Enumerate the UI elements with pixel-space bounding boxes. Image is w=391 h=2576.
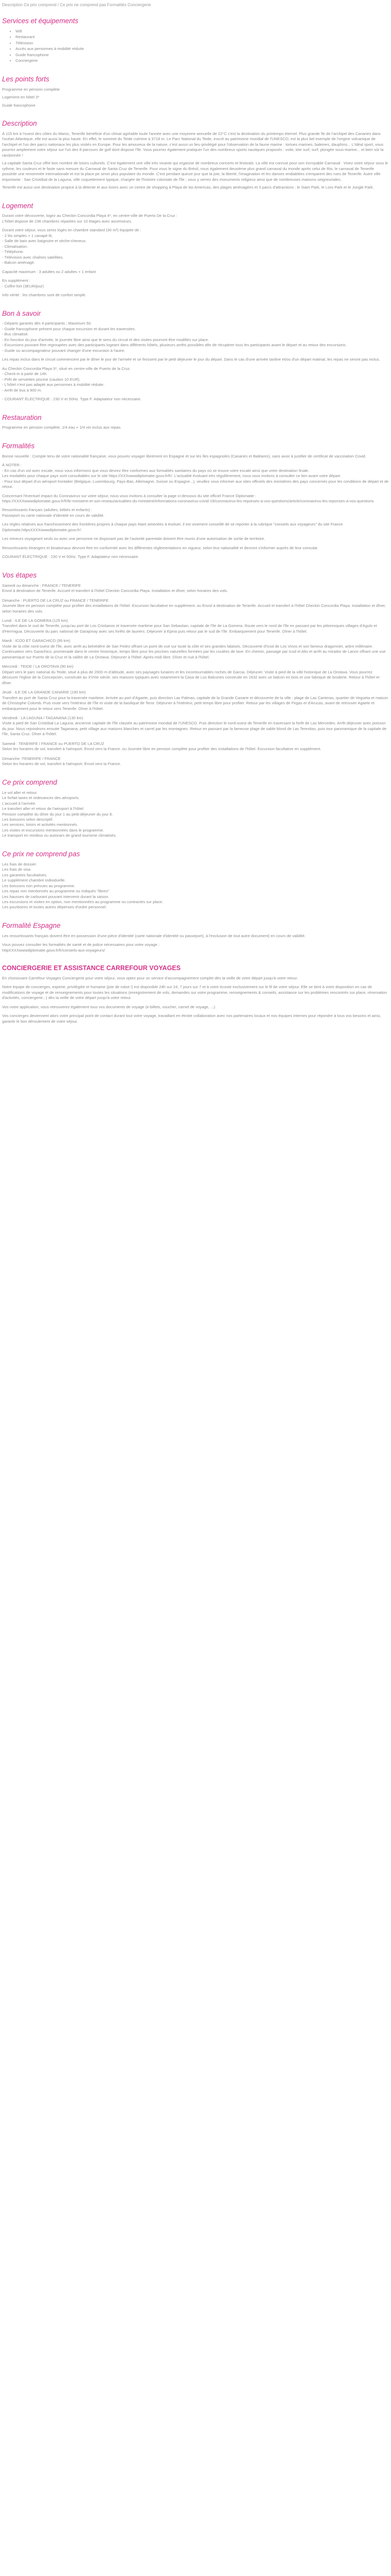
itinerary-day bbox=[2, 741, 389, 752]
text-line: Les services, loisirs et activités mentionnés. bbox=[2, 822, 78, 827]
text-line: Pension complète du dîner du jour 1 au petit-déjeuner du jour 8. bbox=[2, 811, 113, 817]
prix-comprend-title: Ce prix comprend bbox=[2, 778, 57, 786]
text-line: Les règles relatives aux franchissement des frontières propres à chaque pays étant amenées à évoluer, il est vivement conseillé de se reporter à la rubrique "conseils aux voyageurs" du site France Diplomatie,httpsXXXXwwwdiplomatie.gouv.fr/. bbox=[2, 522, 343, 532]
spacer bbox=[2, 363, 389, 366]
itinerary-day-text: Selon les horaires de vol, transfert à l'aéroport. Envol vers la France. bbox=[2, 761, 121, 767]
spacer bbox=[2, 939, 389, 942]
text-line: Passeport ou carte nationale d'identité en cours de validité. bbox=[2, 513, 105, 518]
conciergerie-title: CONCIERGERIE ET ASSISTANCE CARREFOUR VOYAGES bbox=[2, 964, 181, 972]
bon-savoir-section bbox=[2, 310, 389, 402]
text-line: À NOTER : bbox=[2, 463, 22, 468]
itinerary-day-heading: Dimanche : PUERTO DE LA CRUZ ou FRANCE / TENERIFE bbox=[2, 598, 109, 603]
text-line: - Balcon aménagé. bbox=[2, 260, 35, 265]
service-item: • Accès aux personnes à mobilité réduite bbox=[15, 46, 389, 52]
itinerary-day bbox=[2, 716, 389, 737]
description-paragraphs bbox=[2, 131, 389, 191]
text-line: https://XXXXwwwdiplomatie.gouv.fr/fr/le-ministere-et-son-reseau/actualites-du-ministere/informations-coronavirus-covid-19/coronavirus-les-reponses-a-vos-questions/article/coronavirus-les-reponses-a-vos-questions bbox=[2, 499, 374, 503]
text-line: - Départs garantis dès 4 participants ; Maximum 50. bbox=[2, 321, 92, 326]
text-line: - Arrêt de bus à 900 m. bbox=[2, 387, 42, 393]
text-line: Les ressortissants français doivent être en possession d'une pièce d'identité (carte nationale d'identité ou passeport), à l'exclusion de tout autre document) en cours de validité. bbox=[2, 933, 306, 938]
text-line: Ressortissants étrangers et binationaux devront être en conformité avec les différentes réglementations en vigueur, selon leur nationalité et devront s'informer auprès de leur consulat. bbox=[2, 545, 318, 550]
restauration-title: Restauration bbox=[2, 413, 42, 421]
itinerary-day-heading: Vendredi : LA LAGUNA / TAGANANA (130 km) bbox=[2, 716, 84, 720]
text-line: Le transport en minibus ou autocars de grand tourisme climatisés. bbox=[2, 833, 117, 838]
text-line: Bonne nouvelle : Compte tenu de votre nationalité française, vous pouvez voyager librement en Espagne et sur les îles espagnoles (Canaries et Baléares), sans avoir à justifier de certificat de vaccination Covid. bbox=[2, 453, 366, 459]
services-title: Services et équipements bbox=[2, 17, 78, 25]
etapes-days bbox=[2, 583, 389, 767]
text-line: Au Checkin Concordia Playa 3*, situé en centre-ville de Puerto de la Cruz. bbox=[2, 366, 131, 371]
text-line: Les boissons selon descriptif. bbox=[2, 817, 54, 822]
bon-savoir-title: Bon à savoir bbox=[2, 309, 41, 317]
etapes-section bbox=[2, 571, 389, 767]
text-line: Le transfert aller et retour de l'aéroport à l'hôtel. bbox=[2, 806, 85, 811]
itinerary-day-text: Transfert au port de Santa Cruz pour la traversée maritime. Arrivée au port d'Agaete, puis direction Las Palmas, capitale de la Grande Canarie et découverte de la ville : plage de Las Canteras, quartier de Vegueta et maison de Christophe Colomb. Puis route vers l'intérieur de l'île et visite de la basilique de Teror. Déjeuner à l'intérieur, petit temps libre pour profiter. Retour par les villages de Firgas et d'Arucas, avant de retrouver Agaete et embarquement pour le retour vers Tenerife. Dîner à l'hôtel. bbox=[2, 695, 388, 711]
paragraph: Logement en hôtel 3* bbox=[2, 95, 40, 100]
formalites-title: Formalités bbox=[2, 442, 35, 450]
formalites-lines bbox=[2, 454, 389, 560]
itinerary-day-text: Visite à pied de San Cristóbal La Laguna, ancienne capitale de l'île classée au patrimoine mondial de l'UNESCO. Puis direction le nord-ouest de Tenerife en traversant la forêt de Las Mercedes. Arrêt déjeuner avec poisson du jour. Nous rejoindrons ensuite Taganana, petit village aux maisons blanches et carrel par les montagnes. Retour en passant par la fameuse plage de sable blond de Las Teresitas, puis tour panoramique de la capitale de l'île, Santa Cruz. Dîner à l'hôtel. bbox=[2, 721, 387, 737]
conciergerie-section bbox=[2, 964, 389, 1024]
spacer bbox=[2, 1001, 389, 1005]
paragraph: La capitale Santa Cruz offre bon nombre de loisirs culturels. C'est également une ville très vivante qui organise de nombreux concerts et festivals. La ville est connue pour son incroyable Carnaval : Vivez votre séjour sous le rythme, les couleurs et le faste sans mesure du Carnaval de Santa Cruz de Tenerife. Pour vous le signe du Brésil, nous également deuxième plus grand carnaval du monde après celui de Rio, le carnaval de Tenerife possède une renommée internationale et est la place pe sinon plus populaire du monde. C'est pendant quinze jour que la joie, la liberté, l'imagination et les danses endiablées s'emparent des rues de Tenerife. Autre ville importante : San Cristóbal de la Laguna, ville coquettement typique, chargée de l'histoire coloniale de l'île ; vous y verrez des monuments religieux ainsi que de nombreuses maisons seigneuriales. bbox=[2, 161, 388, 182]
text-line: httpXXXXwwwdiplomatie.gouv.fr/fr/conseils-aux-voyageurs/ bbox=[2, 947, 105, 953]
itinerary-day-text: Selon les horaires de vol, transfert à l'aéroport. Envol vers la France. ou Journée libre en pension complète pour profiter des installations de l'hôtel. Excursion facultative en supplément. bbox=[2, 747, 321, 752]
text-line: - Salle de bain avec baignoire et sèche-cheveux. bbox=[2, 239, 87, 244]
text-line: - 2 lits simples + 1 canapé-lit, bbox=[2, 233, 53, 238]
spacer bbox=[2, 504, 389, 507]
itinerary-day-text: Visite de la côte nord-ouest de l'île, avec arrêt au belvédère de San Pedro offrant un point de vue sur toute la côte et ses grandes falaises. Découverte d'Icod de Los Vinos et son fameux dragonnier, arbre millénaire. Continuation vers Garachico, promenade dans le centre historique, temps libre pour les piscines naturelles formées par les coulées de lave. En chemin, passage par Icod el Alto et arrêt au mirador de Lance offrant une vue panoramique sur Puerto de la Cruz et la vallée de La Orotava. Déjeuner à l'hôtel. Après-midi libre. Dîner et nuit à l'hôtel. bbox=[2, 643, 386, 659]
spacer bbox=[2, 353, 389, 357]
service-item: • Wifi bbox=[15, 29, 389, 34]
text-line: Les garanties facultatives. bbox=[2, 872, 47, 877]
itinerary-day-heading: Mercredi : TEIDE / LA OROTAVA (90 km) bbox=[2, 664, 74, 669]
spacer bbox=[2, 289, 389, 293]
itinerary-day-heading: Jeudi : ILE DE LA GRANDE CANARIE (190 km) bbox=[2, 690, 86, 695]
text-line: - Télévision avec chaînes satellites. bbox=[2, 255, 64, 260]
paragraph: Tenerife est aussi une destination propice à la détente et aux loisirs avec un centre de shopping à Playa de las Americas, des plages aménagées et 3 parcs d'attractions : le Siam Park, le Loro Park et le Jungle Park. bbox=[2, 185, 374, 190]
text-line: - COURANT ÉLECTRIQUE : 230 V et 50Hz. Type F. Adaptateur non nécessaire. bbox=[2, 397, 142, 402]
text-line: Ressortissants français (adultes, bébés et enfants) : bbox=[2, 507, 92, 513]
logement-title: Logement bbox=[2, 201, 34, 210]
itinerary-day-text: Transfert dans le sud de Tenerife, jusqu'au port de Los Cristianos et traversée maritime pour San Sebastian, capitale de l'île de La Gomera. Route vers le nord de l'île en passant par les pittoresques villages d'Agulo et d'Hermigua. Découverte du parc national de Garajonay avec ses forêts de lauriers. Déjeuner à Epina puis retour par le sud de l'île. Embarquement pour Tenerife. Dîner à l'hôtel. bbox=[2, 623, 377, 634]
itinerary-day-heading: Samedi : TENERIFE / FRANCE ou PUERTO DE LA CRUZ bbox=[2, 741, 104, 746]
service-item: • Guide francophone bbox=[15, 53, 389, 58]
itinerary-day-heading: Samedi ou dimanche : FRANCE / TENERIFE bbox=[2, 583, 81, 588]
text-line: - Excursions pouvant être regroupées avec des participants logeant dans différents hôtels, plusieurs arrêts possibles afin de récupérer tous les participants avant le départ et au retour des excursions. bbox=[2, 343, 347, 348]
etapes-title: Vos étapes bbox=[2, 571, 37, 579]
paragraph: Programme en pension complète bbox=[2, 87, 60, 92]
spacer bbox=[2, 518, 389, 522]
itinerary-day bbox=[2, 638, 389, 660]
text-line: Les modalités pour chaque pays sont consultables sur le site https://XXXwwwdiplomatie.gouv.fr/fr/. L'actualité évoluant très régulièrement, nous vous invitons à consulter ce lien avant votre départ. bbox=[2, 473, 341, 479]
text-line: Durant votre séjour, vous serez logés en chambre standard (30 m²) équipée de : bbox=[2, 228, 141, 233]
text-line: - En cas d'un vol avec escale, nous vous informons que vous devrez être conformes aux formalités sanitaires du pays où se trouve votre escale ainsi que votre destination finale. bbox=[2, 468, 309, 473]
points-forts-section bbox=[2, 75, 389, 108]
prix-ne-comprend-title: Ce prix ne comprend pas bbox=[2, 850, 80, 858]
services-list bbox=[2, 29, 389, 64]
itinerary-day-heading: Lundi : ILE DE LA GOMERA (125 km) bbox=[2, 618, 68, 623]
itinerary-day bbox=[2, 756, 389, 767]
service-item: • Restaurant bbox=[15, 35, 389, 40]
description-title: Description bbox=[2, 120, 37, 127]
text-line: - Guide ou accompagnateur pouvant changer d'une excursion à l'autre. bbox=[2, 348, 125, 353]
spacer bbox=[2, 266, 389, 269]
conciergerie-lines bbox=[2, 976, 389, 1024]
formalite-espagne-lines bbox=[2, 934, 389, 953]
logement-section bbox=[2, 202, 389, 298]
section-links[interactable]: Description Ce prix comprend / Ce prix ne comprend pas Formalités Conciergerie bbox=[2, 3, 151, 7]
text-line: - Bus climatisé. bbox=[2, 332, 29, 337]
page bbox=[0, 0, 391, 1036]
itinerary-day bbox=[2, 690, 389, 711]
spacer bbox=[2, 533, 389, 536]
text-line: Durant votre découverte, logez au Checkin Concordia Playa 4*, en centre-ville de Puerto De la Cruz : bbox=[2, 213, 177, 218]
text-line: - Coffre-fort (3EUR/jour) bbox=[2, 283, 44, 289]
itinerary-day-heading: Dimanche :TENERIFE / FRANCE bbox=[2, 756, 61, 761]
text-line: Les excursions et visites en option, non mentionnées au programme ou contractés sur place. bbox=[2, 900, 164, 904]
itinerary-day-text: Journée libre en pension complète pour profiter des installations de l'hôtel. Excursion facultative en supplément. ou Envol à destination de Tenerife. Accueil et transfert à l'hôtel Checkin Concordia Playa. Installation et dîner, selon horaires des vols. bbox=[2, 603, 386, 614]
services-section bbox=[2, 17, 389, 64]
itinerary-day bbox=[2, 618, 389, 634]
text-line: - Guide francophone présent pour chaque excursion et durant les traversées. bbox=[2, 326, 136, 331]
logement-lines bbox=[2, 213, 389, 298]
text-line: Vous pouvez consulter les formalités de santé et de police nécessaires pour votre voyage : bbox=[2, 942, 160, 947]
text-line: COURANT ÉLECTRIQUE : 230 V et 50Hz. Type F. Adaptateur non nécessaire. bbox=[2, 554, 139, 560]
text-line: Info vérité : les chambres sont de confort simple. bbox=[2, 293, 87, 298]
service-item: • Conciergerie bbox=[15, 58, 389, 63]
service-item: • Télévision bbox=[15, 41, 389, 46]
points-forts-title: Les points forts bbox=[2, 75, 50, 83]
spacer bbox=[2, 459, 389, 463]
itinerary-day-text: Départ vers le parc national du Teide, situé à plus de 2000 m d'altitude, avec ses paysages lunaires et les incontournables roches de Garcia. Déjeuner. Visite à pied de la ville historique de La Orotava. Vous pourrez découvrir l'église de la Concepción, construite au XVIIIe siècle, ses maisons typiques avec notamment la Casa de Los Balcones construite en 1632 avec un balcon en bois et une fabrique de broderie. Retour à l'hôtel et dîner. bbox=[2, 669, 380, 685]
spacer bbox=[2, 275, 389, 278]
spacer bbox=[2, 1010, 389, 1013]
itinerary-day-text: Envol à destination de Tenerife. Accueil et transfert à l'hôtel Checkin Concordia Playa. Installation et dîner, selon horaires des vols. bbox=[2, 588, 228, 594]
prix-ne-comprend-lines bbox=[2, 862, 389, 910]
paragraph: À 115 km à l'ouest des côtes du Maroc, Tenerife bénéficie d'un climat agréable toute l'année avec une moyenne annuelle de 22°C c'est la destination du printemps éternel. Plus grande île de l'archipel des Canaries dans l'océan Atlantique, elle est aussi la plus haute. En effet, le sommet du Teide culmine à 3718 m. Le Parc National du Teide, inscrit au patrimoine mondial de l'UNESCO, est la plus bel exemple de l'origine volcanique de l'archipel et l'un des parcs nationaux les plus visités en Europe. Pour les amoureux de la nature, c'est aussi un lieu privilégié pour l'observation de la faune marine : tortues marines, baleines, dauphins... L'Idéal sport, vous pourrez amplement votre séjour sur l'un des 8 parcours de golf dont dispose l'île. Vous pourrez également pratiquer l'un des nombreux sports nautiques proposés : voile, kite surf, surf, plongée sous-marine... et bien sûr la randonnée ! bbox=[2, 131, 384, 158]
spacer bbox=[2, 490, 389, 494]
spacer bbox=[2, 393, 389, 397]
text-line: Les pourboires et toutes autres dépenses d'ordre personnel. bbox=[2, 905, 107, 910]
text-line: Le forfait taxes et redevances des aéroports. bbox=[2, 795, 80, 801]
spacer bbox=[2, 542, 389, 546]
text-line: - Climatisation. bbox=[2, 244, 28, 249]
text-line: L'accueil à l'arrivée. bbox=[2, 801, 37, 806]
text-line: Concernant l'éventuel impact du Coronavirus sur votre séjour, nous vous invitons à consulter la page ci-dessous du site officiel France Diplomatie : bbox=[2, 493, 256, 498]
text-line: Les frais de visa. bbox=[2, 867, 31, 872]
spacer bbox=[2, 981, 389, 985]
spacer bbox=[2, 551, 389, 554]
text-line: - Check-in à partir de 14h. bbox=[2, 371, 47, 377]
text-line: - Pour tout départ d'un aéroport frontalier (Belgique, Luxembourg, Pays-Bas, Allemagne, Suisse ou Espagne...), veuillez vous informer aux sites officiels des ministères des pays concernés pour les conditions de départ et de retour. bbox=[2, 479, 389, 489]
text-line: Les boissons non prévues au programme. bbox=[2, 883, 75, 888]
text-line: Les repas non mentionnés au programme ou indiqués "libres" bbox=[2, 889, 109, 894]
formalites-section bbox=[2, 442, 389, 560]
prix-comprend-lines bbox=[2, 790, 389, 839]
text-line: En supplément : bbox=[2, 278, 30, 283]
text-line: Les repas inclus dans le circuit commencent par le dîner le jour de l'arrivée et se finissent par le petit déjeuner le jour du départ. Dans le cas d'une arrivée tardive et/ou d'un départ matinal, les repas ne seront pas inclus. bbox=[2, 357, 380, 362]
prix-ne-comprend-section bbox=[2, 850, 389, 910]
text-line: Capacité maximum : 3 adultes ou 2 adultes + 1 enfant bbox=[2, 269, 96, 274]
text-line: - Téléphone. bbox=[2, 249, 24, 255]
text-line: Les mineurs voyageant seuls ou avec une personne ne disposant pas de l'autorité parentale doivent être munis d'une autorisation de sortie de territoire. bbox=[2, 536, 265, 541]
text-line: Le supplément chambre individuelle. bbox=[2, 878, 66, 883]
text-line: Le vol aller et retour. bbox=[2, 790, 38, 795]
formalite-espagne-title: Formalité Espagne bbox=[2, 921, 61, 929]
text-line: - En fonction du jour d'arrivée, le journée libre ainsi que le sens du circuit et des visites pourront être modifiés sur place. bbox=[2, 337, 209, 342]
formalite-espagne-section bbox=[2, 922, 389, 953]
restauration-lines bbox=[2, 425, 389, 430]
text-line: Programme en pension complète, 1/4 eau + 1/4 vin inclus aux repas. bbox=[2, 425, 122, 430]
text-line: Vos notre application, vous retrouverez également tous vos documents de voyage (e-billets, voucher, carnet de voyage, ...). bbox=[2, 1004, 216, 1009]
description-section bbox=[2, 120, 389, 191]
spacer bbox=[2, 224, 389, 228]
text-line: Vos concierges deviennent alors votre principal point de contact durant tout votre voyage, travaillant en étroite collaboration avec nos partenaires locaux et nos équipes internes pour répondre à tous vos besoins et ainsi, garantir le bon déroulement de votre séjour. bbox=[2, 1013, 381, 1024]
text-line: L'hôtel dispose de 236 chambres réparties sur 10 étages avec ascenseurs. bbox=[2, 218, 133, 224]
restauration-section bbox=[2, 414, 389, 431]
bon-savoir-lines bbox=[2, 321, 389, 402]
itinerary-day bbox=[2, 598, 389, 614]
text-line: En choisissant Carrefour Voyages Conciergerie pour votre séjour, vous optez pour un service d'accompagnement complet dès la veille de votre départ jusqu'à votre retour. bbox=[2, 975, 298, 980]
itinerary-day-heading: Mardi : ICOD ET GARACHICO (95 km) bbox=[2, 638, 70, 643]
prix-comprend-section bbox=[2, 778, 389, 839]
text-line: Les hausses de carburant pouvant intervenir durant la saison. bbox=[2, 894, 109, 899]
text-line: Les visites et excursions mentionnées dans le programme. bbox=[2, 827, 104, 833]
text-line: - L'hôtel n'est pas adapté aux personnes à mobilité réduite. bbox=[2, 382, 105, 387]
text-line: Notre équipe de concierges, experte, privilégiée et humaine (joie de robot !) est disponible 24h sur 24, 7 jours sur 7 et à votre écoute exclusivement sur le fil de votre séjour. Elle se tient à votre disposition en cas de modifications de voyage et de renseignements pour toutes les situations (enregistrement de vols, demandes sur votre programme, renseignements & conseils, assistance sur les problèmes rencontrés sur place, réservation d'activités, conciergerie...) dès la veille de votre départ jusqu'à votre retour. bbox=[2, 985, 387, 1001]
paragraph: Guide francophone bbox=[2, 103, 36, 108]
text-line: - Prêt de serviettes piscine (caution 10 EUR). bbox=[2, 377, 80, 382]
text-line: Les frais de dossier. bbox=[2, 861, 37, 867]
itinerary-day bbox=[2, 664, 389, 686]
points-forts-lines bbox=[2, 87, 389, 108]
itinerary-day bbox=[2, 583, 389, 594]
